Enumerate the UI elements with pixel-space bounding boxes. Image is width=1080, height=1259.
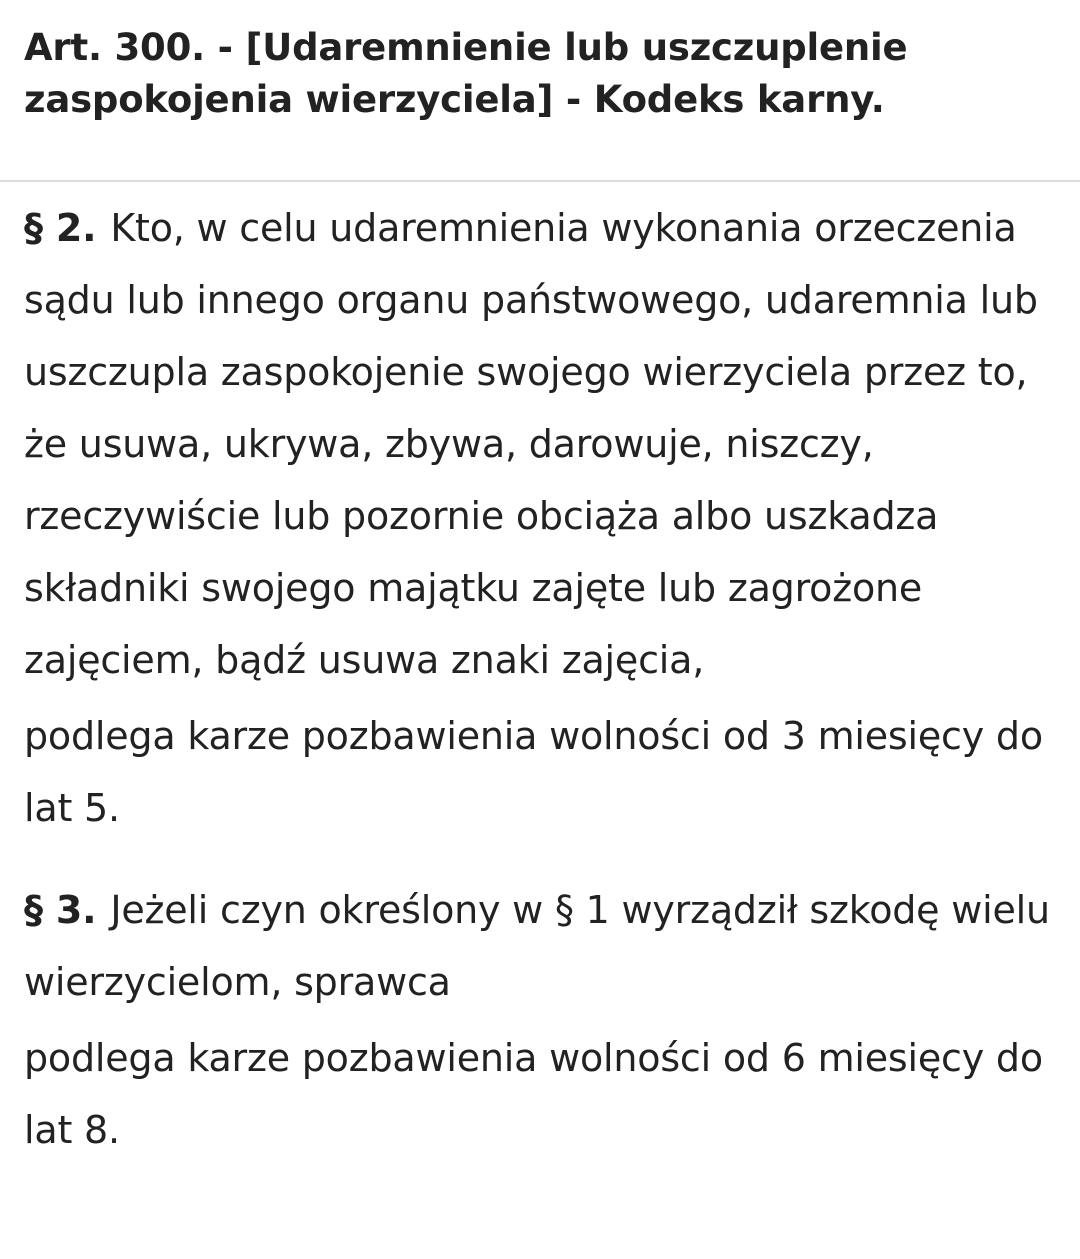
paragraph-body [24,874,1056,1018]
paragraph-text: Kto, w celu udaremnienia wykonania orzeczenia sądu lub innego organu państwowego, udaremnia lub uszczupla zaspokojenie swojego wierzyciela przez to, że usuwa, ukrywa, zbywa, darowuje, niszczy, rzeczywiście lub pozornie obciąża albo uszkadza składniki swojego majątku zajęte lub zagrożone zajęciem, bądź usuwa znaki zajęcia, [24,206,1038,682]
paragraph-body [24,192,1056,696]
paragraph-penalty: podlega karze pozbawienia wolności od 6 miesięcy do lat 8. [24,1036,1043,1152]
paragraph-3 [24,874,1056,1166]
paragraph-penalty: podlega karze pozbawienia wolności od 3 miesięcy do lat 5. [24,714,1043,830]
article-title: Art. 300. - [Udaremnienie lub uszczuplenie zaspokojenia wierzyciela] - Kodeks karny. [24,26,908,121]
article-header [0,0,1080,158]
paragraph-text: Jeżeli czyn określony w § 1 wyrządził szkodę wielu wierzycielom, sprawca [24,888,1050,1004]
paragraph-symbol: § 3. [24,888,97,932]
paragraph-2 [24,182,1056,844]
paragraph-symbol: § 2. [24,206,97,250]
article-content [0,182,1080,1166]
